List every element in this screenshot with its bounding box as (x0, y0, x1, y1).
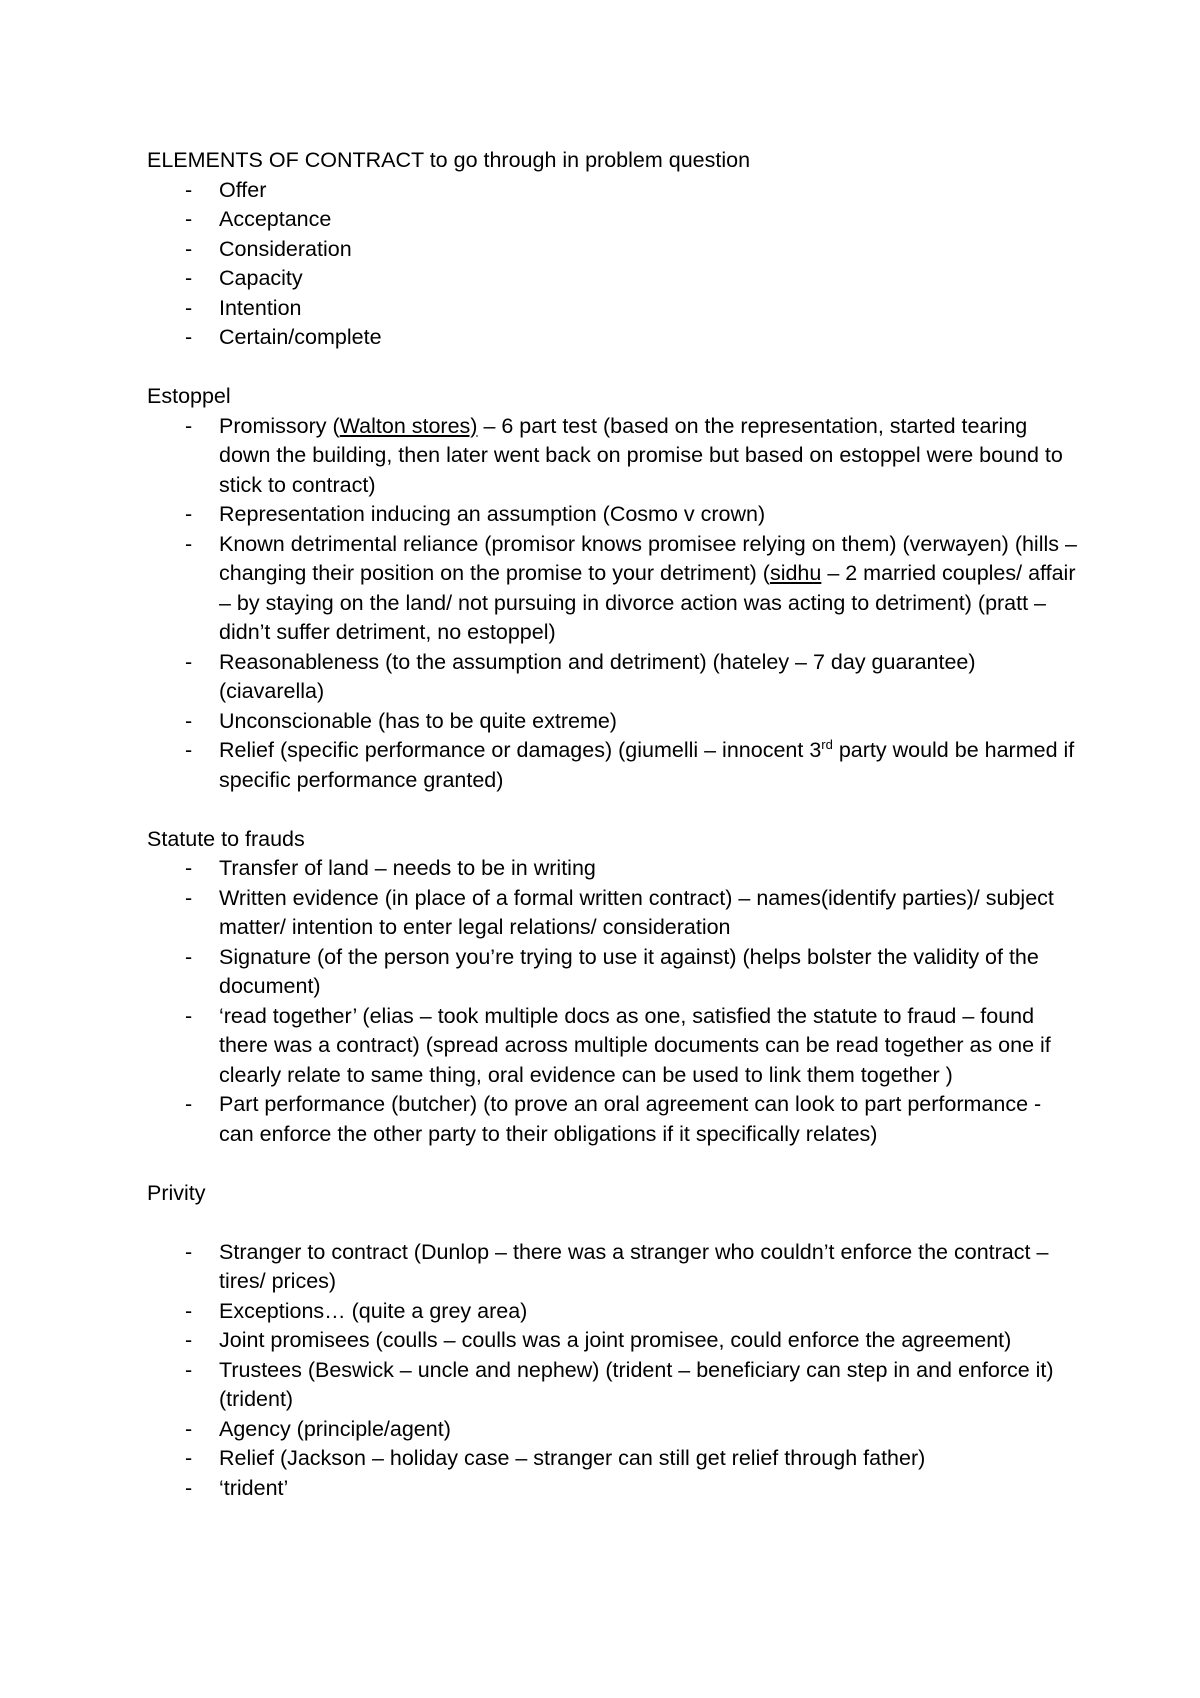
list-item (147, 943, 1077, 1002)
list-item (147, 294, 1077, 324)
bullet-dash: - (185, 266, 193, 290)
list-item-text: Relief (specific performance or damages) (giumelli – innocent 3 (219, 738, 822, 762)
list-item (147, 176, 1077, 206)
list-item-text: Reasonableness (to the assumption and detriment) (hateley – 7 day guarantee) (ciavarella) (219, 649, 976, 703)
list-item-text: Written evidence (in place of a formal written contract) – names(identify parties)/ subject matter/ intention to enter legal relations/ consideration (219, 885, 1054, 939)
list-item (147, 1444, 1077, 1474)
bullet-dash: - (185, 531, 193, 556)
bullet-dash: - (185, 325, 193, 349)
case-name-underlined: Walton stores) (339, 413, 478, 438)
list-item (147, 648, 1077, 707)
list-item-text: – 2 married couples/ affair – by staying on the land/ not pursuing in divorce action was acting to detriment) (pratt – didn’t suffer detriment, no estoppel) (219, 561, 1076, 644)
elements-section (147, 146, 1077, 353)
bullet-dash: - (185, 295, 193, 320)
list-item-text: Signature (of the person you’re trying to use it against) (helps bolster the validity of the document) (219, 944, 1039, 998)
list-item-text: Consideration (219, 236, 352, 261)
bullet-dash: - (185, 1003, 193, 1028)
bullet-dash: - (185, 236, 193, 261)
list-item-text: Relief (Jackson – holiday case – stranger can still get relief through father) (219, 1446, 926, 1470)
privity-heading: Privity (147, 1180, 206, 1205)
bullet-dash: - (185, 856, 193, 880)
statute-list (147, 854, 1077, 1149)
list-item-text: Trustees (Beswick – uncle and nephew) (trident – beneficiary can step in and enforce it) (trident) (219, 1357, 1054, 1411)
list-item (147, 1090, 1077, 1149)
list-item (147, 235, 1077, 265)
bullet-dash: - (185, 944, 193, 969)
bullet-dash: - (185, 1446, 193, 1470)
list-item (147, 1238, 1077, 1297)
list-item-text: Certain/complete (219, 325, 382, 349)
list-item-text: Representation inducing an assumption (Cosmo v crown) (219, 502, 766, 526)
document-page (147, 146, 1077, 1533)
bullet-dash: - (185, 1475, 193, 1500)
list-item-text: Transfer of land – needs to be in writing (219, 856, 596, 880)
bullet-dash: - (185, 1416, 193, 1441)
list-item-text: Agency (principle/agent) (219, 1416, 451, 1441)
elements-heading: ELEMENTS OF CONTRACT to go through in problem question (147, 148, 751, 172)
list-item (147, 1002, 1077, 1091)
list-item-text: ‘read together’ (elias – took multiple docs as one, satisfied the statute to fraud – found there was a contract) (spread across multiple documents can be read together as one if clearly relate to same thing, oral evidence can be used to link them together ) (219, 1003, 1051, 1087)
ordinal-superscript: rd (821, 736, 833, 752)
list-item-text: Offer (219, 177, 267, 202)
bullet-dash: - (185, 708, 193, 733)
list-item (147, 884, 1077, 943)
list-item-text: Promissory ( (219, 413, 340, 438)
list-item (147, 1326, 1077, 1356)
list-item (147, 707, 1077, 737)
list-item-text: Capacity (219, 266, 303, 290)
bullet-dash: - (185, 885, 193, 910)
bullet-dash: - (185, 649, 193, 674)
bullet-dash: - (185, 413, 193, 438)
list-item (147, 500, 1077, 530)
list-item (147, 205, 1077, 235)
estoppel-heading: Estoppel (147, 384, 231, 408)
bullet-dash: - (185, 738, 193, 762)
list-item-text: Part performance (butcher) (to prove an oral agreement can look to part performance - can enforce the other party to their obligations if it specifically relates) (219, 1092, 1042, 1146)
list-item-text: Acceptance (219, 207, 332, 231)
case-name-underlined: sidhu (769, 561, 822, 585)
list-item (147, 264, 1077, 294)
statute-heading: Statute to frauds (147, 826, 305, 851)
list-item-text: Joint promisees (coulls – coulls was a joint promisee, could enforce the agreement) (219, 1328, 1012, 1352)
list-item-text: Intention (219, 295, 302, 320)
list-item-text: party would be harmed if specific performance granted) (219, 738, 1075, 792)
list-item-text: Exceptions… (quite a grey area) (219, 1298, 528, 1323)
list-item (147, 854, 1077, 884)
list-item (147, 1474, 1077, 1504)
bullet-dash: - (185, 1328, 193, 1352)
list-item-text: Known detrimental reliance (promisor knows promisee relying on them) (verwayen) (hills – changing their position on the promise to your detriment) ( (219, 531, 1077, 585)
list-item (147, 1356, 1077, 1415)
bullet-dash: - (185, 1298, 193, 1323)
estoppel-section (147, 382, 1077, 795)
bullet-dash: - (185, 1357, 193, 1382)
list-item (147, 530, 1077, 648)
bullet-dash: - (185, 177, 193, 202)
list-item-text: ‘trident’ (219, 1475, 289, 1500)
elements-list (147, 176, 1077, 353)
privity-section (147, 1179, 1077, 1504)
list-item-text: Unconscionable (has to be quite extreme) (219, 708, 617, 733)
list-item (147, 412, 1077, 501)
statute-section (147, 825, 1077, 1150)
list-item (147, 1297, 1077, 1327)
bullet-dash: - (185, 207, 193, 231)
list-item (147, 1415, 1077, 1445)
bullet-dash: - (185, 502, 193, 526)
estoppel-list (147, 412, 1077, 796)
list-item-text: – 6 part test (based on the representation, started tearing down the building, then later went back on promise but based on estoppel were bound to stick to contract) (219, 413, 1063, 497)
list-item (147, 323, 1077, 353)
bullet-dash: - (185, 1092, 193, 1116)
list-item-text: Stranger to contract (Dunlop – there was a stranger who couldn’t enforce the contract – tires/ prices) (219, 1239, 1049, 1293)
list-item (147, 736, 1077, 795)
bullet-dash: - (185, 1239, 193, 1264)
privity-list (147, 1238, 1077, 1504)
